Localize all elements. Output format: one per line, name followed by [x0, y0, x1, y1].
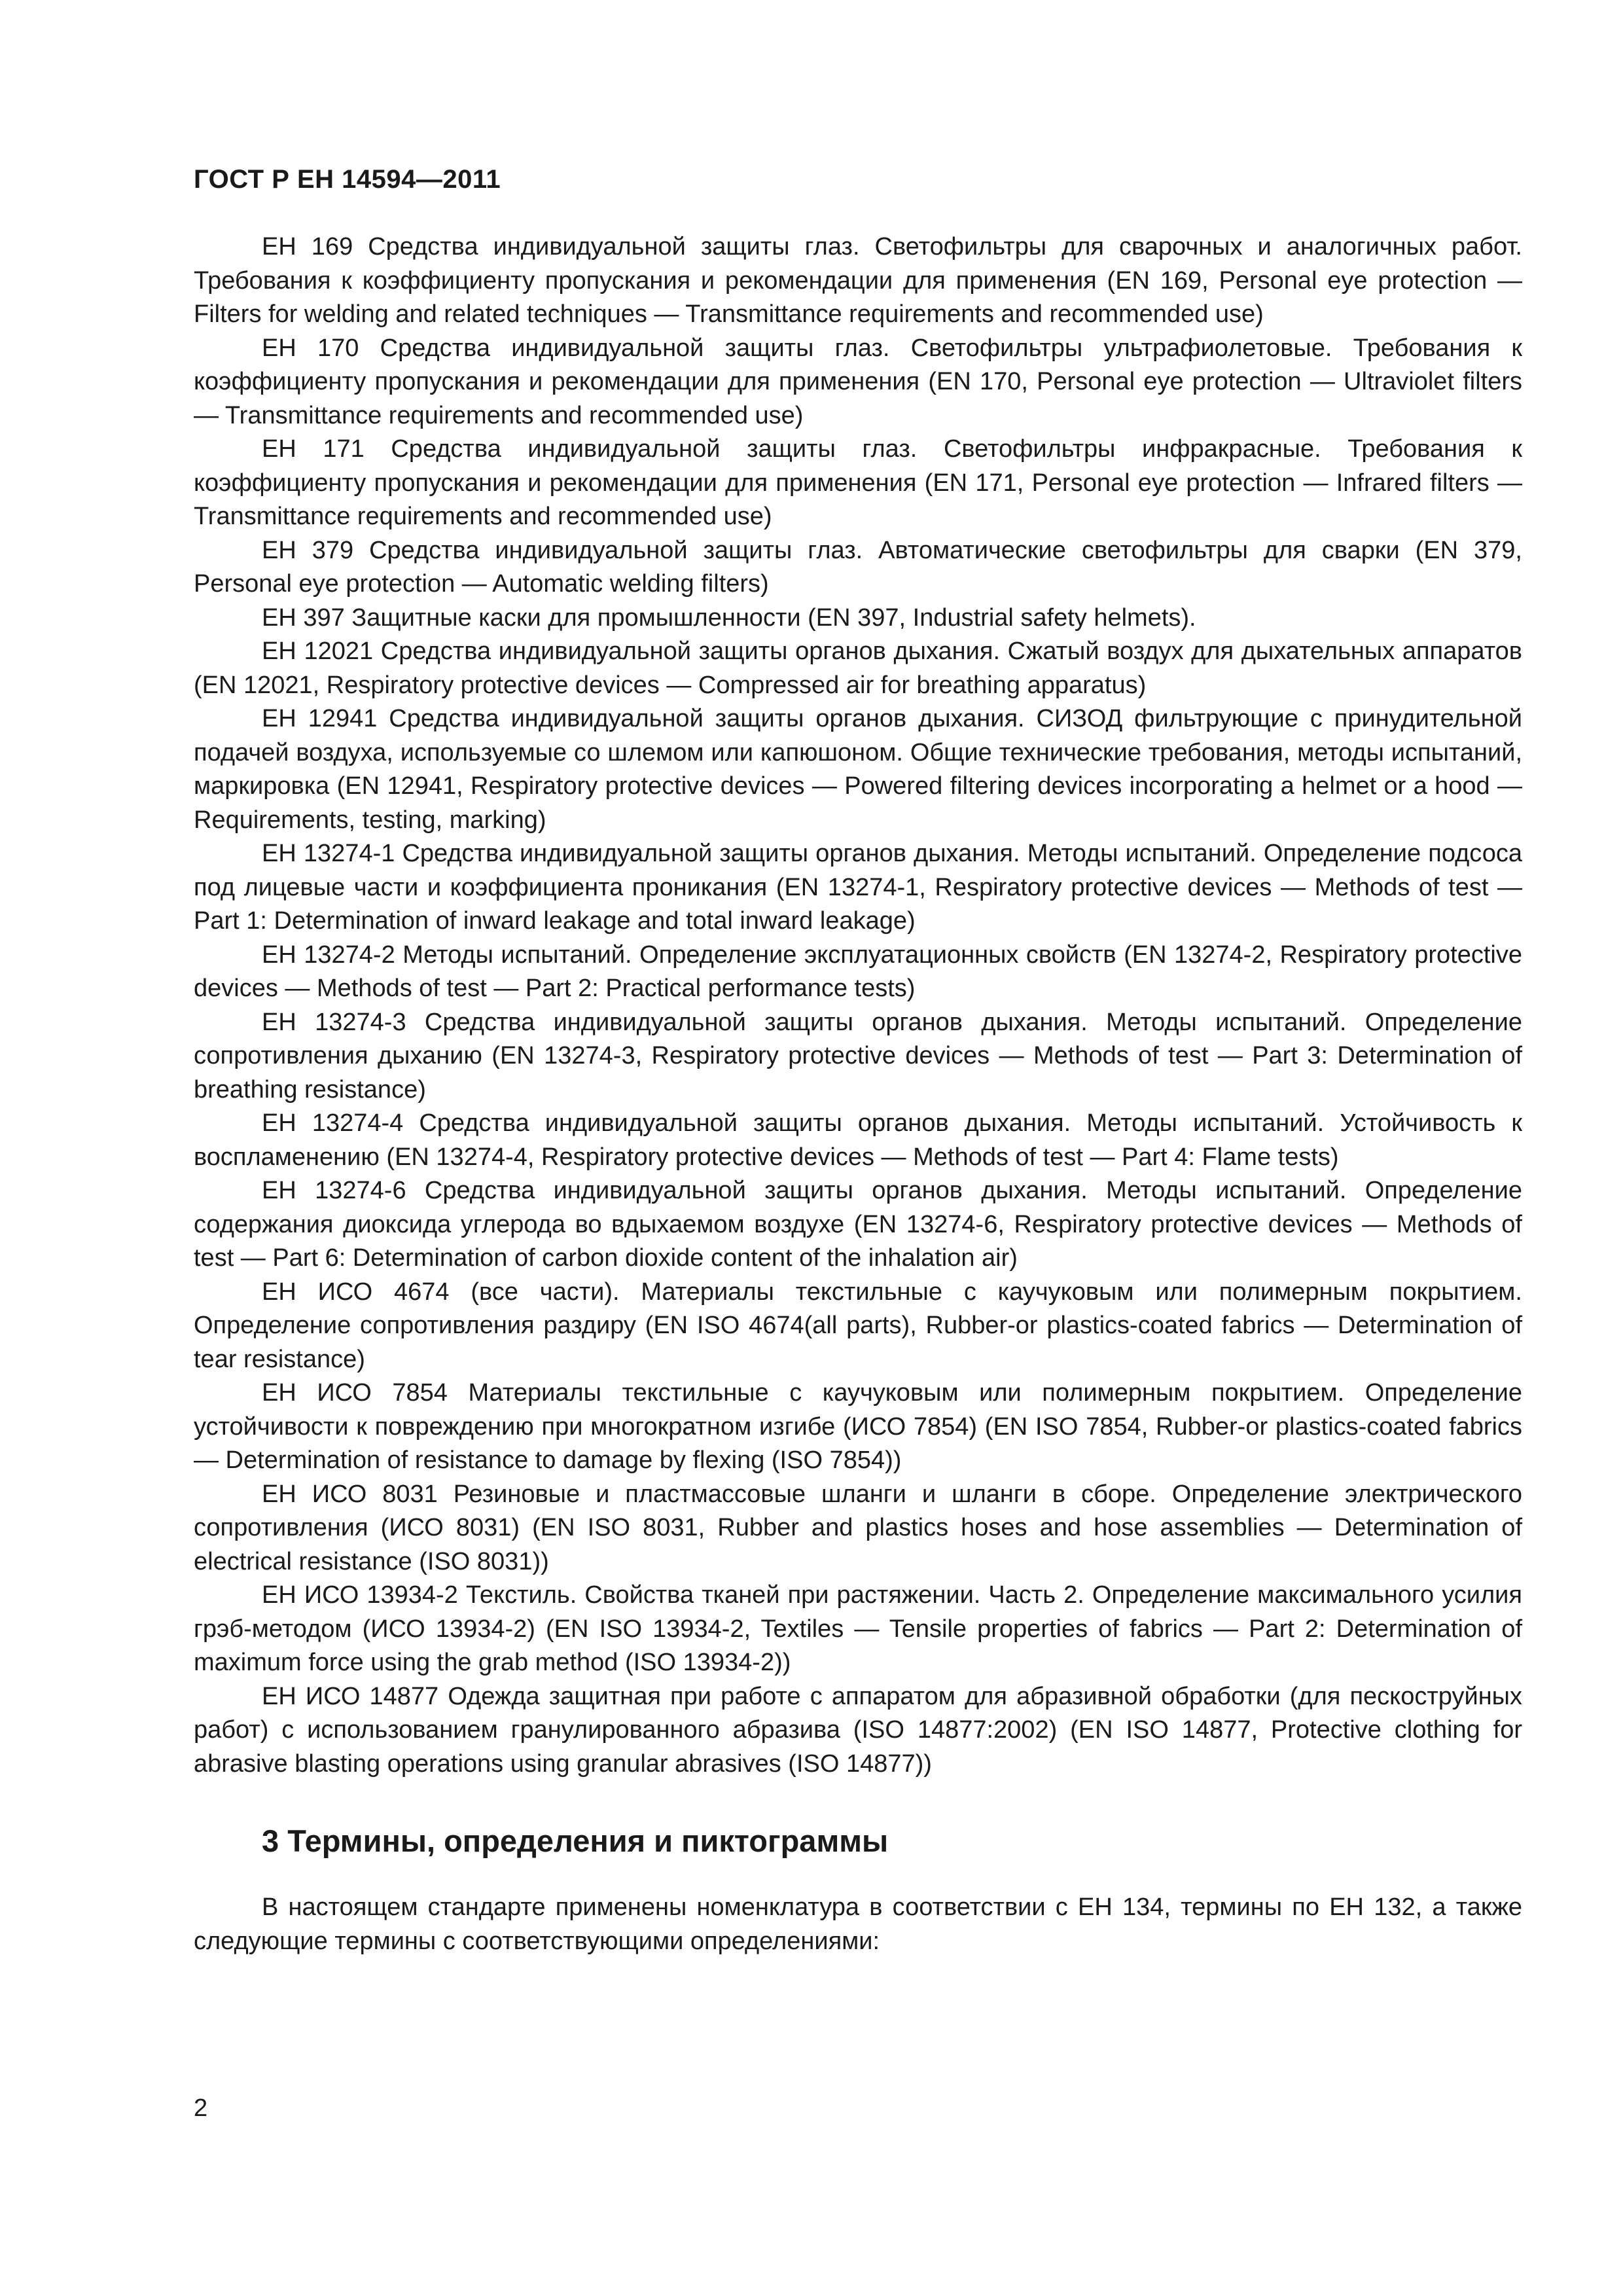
page-number: 2: [194, 2094, 208, 2122]
reference-item-en-iso-13934-2: ЕН ИСО 13934-2 Текстиль. Свойства тканей при растяжении. Часть 2. Определение максимального усилия грэб-методом (ИСО 13934-2) (EN ISO 13934-2, Textiles — Tensile properties of fabrics — Part 2: Determination of maximum force using the grab method (ISO 13934-2)): [194, 1581, 1522, 1676]
reference-item-en-iso-8031: ЕН ИСО 8031 Резиновые и пластмассовые шланги и шланги в сборе. Определение электрического сопротивления (ИСО 8031) (EN ISO 8031, Rubber and plastics hoses and hose assemblies — Determination of electrical resistance (ISO 8031)): [194, 1480, 1522, 1575]
reference-item-en-379: ЕН 379 Средства индивидуальной защиты глаз. Автоматические светофильтры для сварки (EN 379, Personal eye protection — Automatic welding filters): [194, 536, 1522, 598]
reference-item-en-iso-4674: ЕН ИСО 4674 (все части). Материалы текстильные с каучуковым или полимерным покрытием. Определение сопротивления раздиру (EN ISO 4674(all parts), Rubber-or plastics-coated fabrics — Determination of tear resistance): [194, 1278, 1522, 1373]
reference-item-en-12021: ЕН 12021 Средства индивидуальной защиты органов дыхания. Сжатый воздух для дыхательных аппаратов (EN 12021, Respiratory protective devices — Compressed air for breathing apparatus): [194, 637, 1522, 699]
reference-item-en-171: ЕН 171 Средства индивидуальной защиты глаз. Светофильтры инфракрасные. Требования к коэффициенту пропускания и рекомендации для применения (EN 171, Personal eye protection — Infrared filters — Transmittance requirements and recommended use): [194, 435, 1522, 530]
reference-item-en-13274-4: ЕН 13274-4 Средства индивидуальной защиты органов дыхания. Методы испытаний. Устойчивость к воспламенению (EN 13274-4, Respiratory protective devices — Methods of test — Part 4: Flame tests): [194, 1109, 1522, 1171]
reference-item-en-13274-6: ЕН 13274-6 Средства индивидуальной защиты органов дыхания. Методы испытаний. Определение содержания диоксида углерода во вдыхаемом воздухе (EN 13274-6, Respiratory protective devices — Methods of test — Part 6: Determination of carbon dioxide content of the inhalation air): [194, 1177, 1522, 1272]
reference-item-en-iso-14877: ЕН ИСО 14877 Одежда защитная при работе с аппаратом для абразивной обработки (для пескоструйных работ) с использованием гранулированного абразива (ISO 14877:2002) (EN ISO 14877, Protective clothing for abrasive blasting operations using granular abrasives (ISO 14877)): [194, 1682, 1522, 1778]
document-body: [194, 230, 1522, 1958]
reference-item-en-169: ЕН 169 Средства индивидуальной защиты глаз. Светофильтры для сварочных и аналогичных работ. Требования к коэффициенту пропускания и рекомендации для применения (EN 169, Personal eye protection — Filters for welding and related techniques — Transmittance requirements and recommended use): [194, 233, 1522, 328]
section-heading: 3 Термины, определения и пиктограммы: [262, 1823, 889, 1858]
reference-item-en-iso-7854: ЕН ИСО 7854 Материалы текстильные с каучуковым или полимерным покрытием. Определение устойчивости к повреждению при многократном изгибе (ИСО 7854) (EN ISO 7854, Rubber-or plastics-coated fabrics — Determination of resistance to damage by flexing (ISO 7854)): [194, 1379, 1522, 1474]
reference-item-en-13274-3: ЕН 13274-3 Средства индивидуальной защиты органов дыхания. Методы испытаний. Определение сопротивления дыханию (EN 13274-3, Respiratory protective devices — Methods of test — Part 3: Determination of breathing resistance): [194, 1008, 1522, 1103]
reference-item-en-397: ЕН 397 Защитные каски для промышленности (EN 397, Industrial safety helmets).: [262, 603, 1196, 632]
reference-item-en-13274-1: ЕН 13274-1 Средства индивидуальной защиты органов дыхания. Методы испытаний. Определение подсоса под лицевые части и коэффициента проникания (EN 13274-1, Respiratory protective devices — Methods of test — Part 1: Determination of inward leakage and total inward leakage): [194, 840, 1522, 935]
section-intro-paragraph: В настоящем стандарте применены номенклатура в соответствии с ЕН 134, термины по ЕН 132, а также следующие термины с соответствующими определениями:: [194, 1893, 1522, 1955]
reference-item-en-170: ЕН 170 Средства индивидуальной защиты глаз. Светофильтры ультрафиолетовые. Требования к коэффициенту пропускания и рекомендации для применения (EN 170, Personal eye protection — Ultraviolet filters — Transmittance requirements and recommended use): [194, 334, 1522, 429]
reference-item-en-12941: ЕН 12941 Средства индивидуальной защиты органов дыхания. СИЗОД фильтрующие с принудительной подачей воздуха, используемые со шлемом или капюшоном. Общие технические требования, методы испытаний, маркировка (EN 12941, Respiratory protective devices — Powered filtering devices incorporating a helmet or a hood — Requirements, testing, marking): [194, 705, 1522, 834]
standard-code-header: ГОСТ Р ЕН 14594—2011: [194, 165, 501, 194]
reference-item-en-13274-2: ЕН 13274-2 Методы испытаний. Определение эксплуатационных свойств (EN 13274-2, Respiratory protective devices — Methods of test — Part 2: Practical performance tests): [194, 941, 1522, 1002]
